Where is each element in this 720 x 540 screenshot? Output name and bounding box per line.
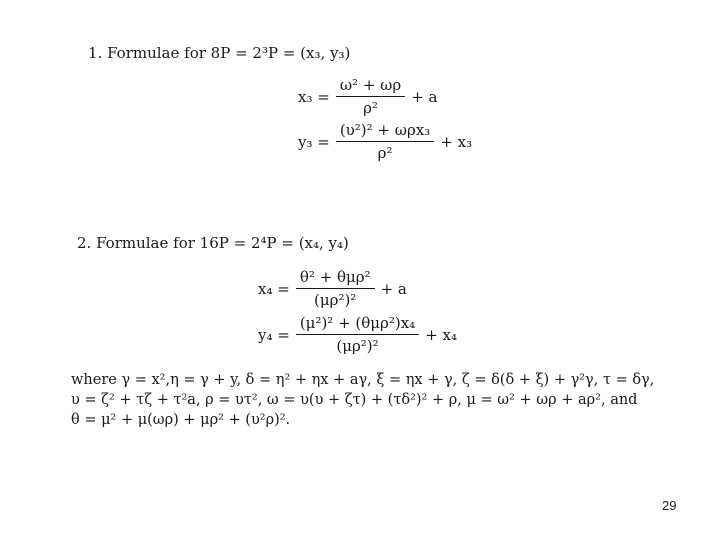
equation-tail: + x₃ [440, 132, 473, 151]
equation-tail: + x₄ [425, 325, 458, 344]
equation-lhs: x₃ = [298, 87, 330, 106]
denominator: (μρ²)² [336, 337, 379, 355]
definitions-paragraph [71, 370, 654, 430]
numerator: ω² + ωρ [336, 76, 405, 97]
definitions-line-1: where γ = x²,η = γ + y, δ = η² + ηx + aγ, ξ = ηx + γ, ζ = δ(δ + ξ) + γ²γ, τ = δγ, [71, 372, 655, 388]
equation-x3 [298, 76, 438, 117]
numerator: (μ²)² + (θμρ²)x₄ [296, 314, 419, 335]
section-1-heading: 1. Formulae for 8P = 2³P = (x₃, y₃) [88, 44, 351, 62]
denominator: (μρ²)² [314, 291, 357, 309]
fraction [296, 268, 375, 309]
fraction [336, 76, 405, 117]
fraction [296, 314, 419, 355]
fraction [336, 121, 434, 162]
numerator: θ² + θμρ² [296, 268, 375, 289]
numerator: (υ²)² + ωρx₃ [336, 121, 434, 142]
equation-lhs: y₄ = [258, 325, 290, 344]
denominator: ρ² [363, 99, 378, 117]
equation-tail: + a [380, 279, 407, 298]
equation-y3 [298, 121, 472, 162]
page-number: 29 [662, 498, 677, 513]
definitions-line-2: υ = ζ² + τζ + τ²a, ρ = υτ², ω = υ(υ + ζτ) + (τδ²)² + ρ, μ = ω² + ωρ + aρ², and [71, 392, 638, 408]
definitions-line-3: θ = μ² + μ(ωρ) + μρ² + (υ²ρ)². [71, 412, 291, 428]
equation-lhs: x₄ = [258, 279, 290, 298]
denominator: ρ² [377, 144, 393, 162]
section-2-heading: 2. Formulae for 16P = 2⁴P = (x₄, y₄) [77, 234, 349, 252]
equation-tail: + a [411, 87, 438, 106]
equation-y4 [258, 314, 457, 355]
equation-x4 [258, 268, 407, 309]
equation-lhs: y₃ = [298, 132, 330, 151]
